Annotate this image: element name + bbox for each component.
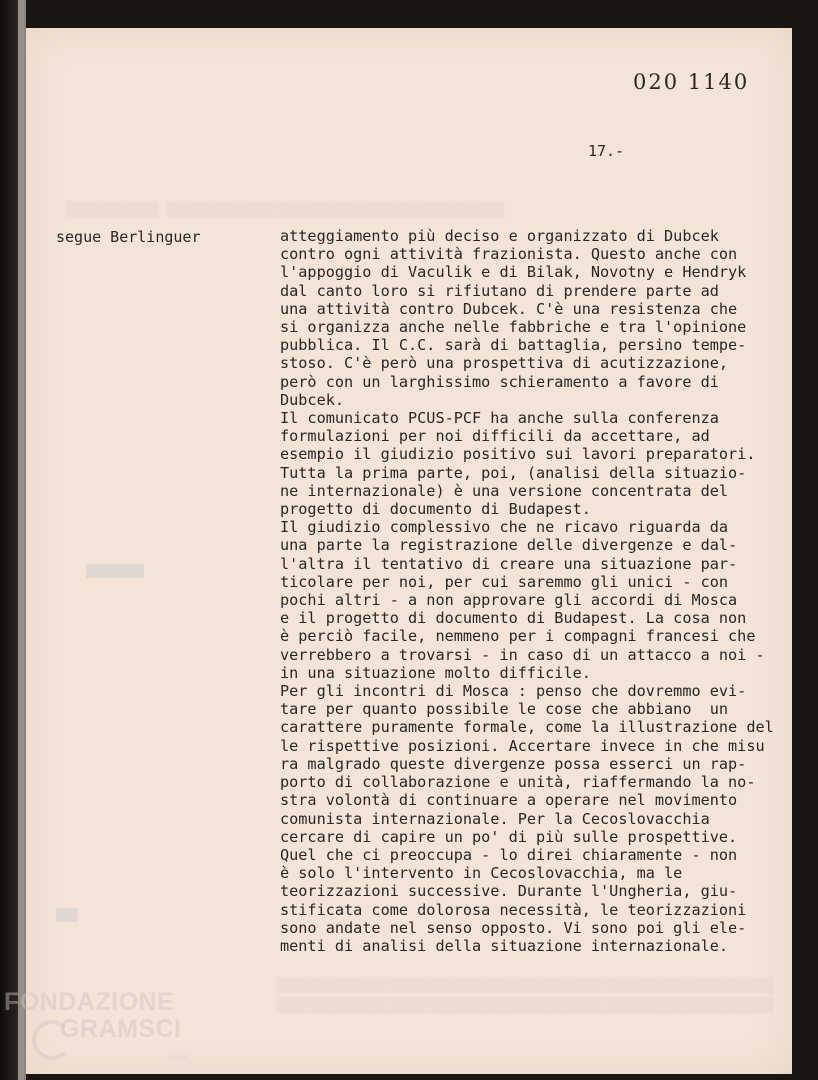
body-line: contro ogni attività frazionista. Questo anche con [280, 245, 738, 264]
document-reference-number: 020 1140 [633, 70, 750, 94]
body-line: Tutta la prima parte, poi, (analisi della situazio- [280, 463, 747, 482]
body-line: pochi altri - a non approvare gli accordi di Mosca [280, 591, 738, 610]
show-through-text-2: ▒▒▒▒▒▒▒▒▒▒▒▒▒▒▒▒▒▒▒▒▒▒▒▒▒▒▒▒▒▒▒▒▒▒▒▒▒▒▒▒▒▒▒▒▒▒▒▒▒▒▒▒▒▒▒▒▒▒▒ [276, 978, 774, 994]
body-line: in una situazione molto difficile. [280, 663, 591, 682]
watermark-g-mark-icon [32, 1020, 72, 1060]
body-line: si organizza anche nelle fabbriche e tra l'opinione [280, 318, 747, 337]
body-line: ra malgrado queste divergenze possa esserci un rap- [280, 754, 747, 773]
body-line: cercare di capire un po' di più sulle prospettive. [280, 827, 738, 846]
body-line: carattere puramente formale, come la illustrazione del [280, 718, 774, 737]
body-line: Il giudizio complessivo che ne ricavo riguarda da [280, 518, 729, 537]
body-line: una parte la registrazione delle divergenze e dal- [280, 536, 738, 555]
body-line: l'appoggio di Vaculik e di Bilak, Novotny e Hendryk [280, 263, 747, 282]
body-line: è perciò facile, nemmeno per i compagni francesi che [280, 627, 756, 646]
body-line: formulazioni per noi difficili da accettare, ad [280, 427, 710, 446]
show-through-mark: ▒▒▒▒▒▒▒▒ [86, 564, 144, 578]
body-line: Per gli incontri di Mosca : penso che dovremmo evi- [280, 682, 747, 701]
body-line: e il progetto di documento di Budapest. La cosa non [280, 609, 747, 628]
body-line: una attività contro Dubcek. C'è una resistenza che [280, 299, 738, 318]
body-line: stificata come dolorosa necessità, le teorizzazioni [280, 900, 747, 919]
body-line: progetto di documento di Budapest. [280, 500, 591, 519]
fondazione-gramsci-watermark [4, 988, 188, 1062]
body-line: Il comunicato PCUS-PCF ha anche sulla conferenza [280, 409, 719, 428]
body-line: teorizzazioni successive. Durante l'Ungheria, giu- [280, 882, 738, 901]
document-body [280, 227, 792, 955]
body-line: tare per quanto possibile le cose che abbiano un [280, 700, 729, 719]
watermark-line-1: FONDAZIONE [4, 988, 175, 1016]
body-line: comunista internazionale. Per la Cecoslovacchia [280, 809, 710, 828]
body-line: ne internazionale) è una versione concentrata del [280, 481, 729, 500]
body-line: ticolare per noi, per cui saremmo gli unici - con [280, 572, 729, 591]
paper-edge-strip [18, 0, 26, 1080]
speaker-label: segue Berlinguer [56, 228, 201, 246]
show-through-text: ▒▒▒▒▒▒▒▒▒▒▒ ▒▒▒▒▒▒▒▒▒▒▒▒▒▒▒▒▒▒▒▒▒▒▒▒▒▒▒▒▒▒▒▒▒▒▒▒▒▒▒▒ [66, 202, 505, 218]
body-line: pubblica. Il C.C. sarà di battaglia, persino tempe- [280, 336, 747, 355]
body-line: porto di collaborazione e unità, riaffermando la no- [280, 773, 756, 792]
body-line: Quel che ci preoccupa - lo direi chiaramente - non [280, 845, 738, 864]
body-line: atteggiamento più deciso e organizzato di Dubcek [280, 227, 719, 245]
document-page [26, 28, 792, 1074]
body-line: l'altra il tentativo di creare una situazione par- [280, 554, 738, 573]
watermark-small-text: onlus [168, 1053, 188, 1062]
show-through-text-3: ▒▒▒▒▒▒▒▒▒▒▒▒▒▒▒▒▒▒▒▒▒▒▒▒▒▒▒▒▒▒▒▒▒▒▒▒▒▒▒▒▒▒▒▒▒▒▒▒▒▒▒▒▒▒▒▒▒▒▒ [276, 998, 774, 1014]
body-line: le rispettive posizioni. Accertare invece in che misu [280, 736, 765, 755]
watermark-line-2: GRAMSCI [60, 1015, 182, 1043]
body-line: Dubcek. [280, 390, 345, 409]
body-line: stoso. C'è però una prospettiva di acutizzazione, [280, 354, 729, 373]
page-number: 17.- [588, 142, 625, 160]
body-line: stra volontà di continuare a operare nel movimento [280, 791, 738, 810]
body-line: però con un larghissimo schieramento a favore di [280, 372, 719, 391]
body-line: è solo l'intervento in Cecoslovacchia, ma le [280, 864, 683, 883]
body-line: menti di analisi della situazione internazionale. [280, 936, 729, 955]
body-line: sono andate nel senso opposto. Vi sono poi gli ele- [280, 918, 747, 937]
body-line: verrebbero a trovarsi - in caso di un attacco a noi - [280, 645, 765, 664]
body-line: esempio il giudizio positivo sui lavori preparatori. [280, 445, 756, 464]
show-through-mark-2: ▒▒▒ [56, 908, 78, 922]
body-line: dal canto loro si rifiutano di prendere parte ad [280, 281, 719, 300]
